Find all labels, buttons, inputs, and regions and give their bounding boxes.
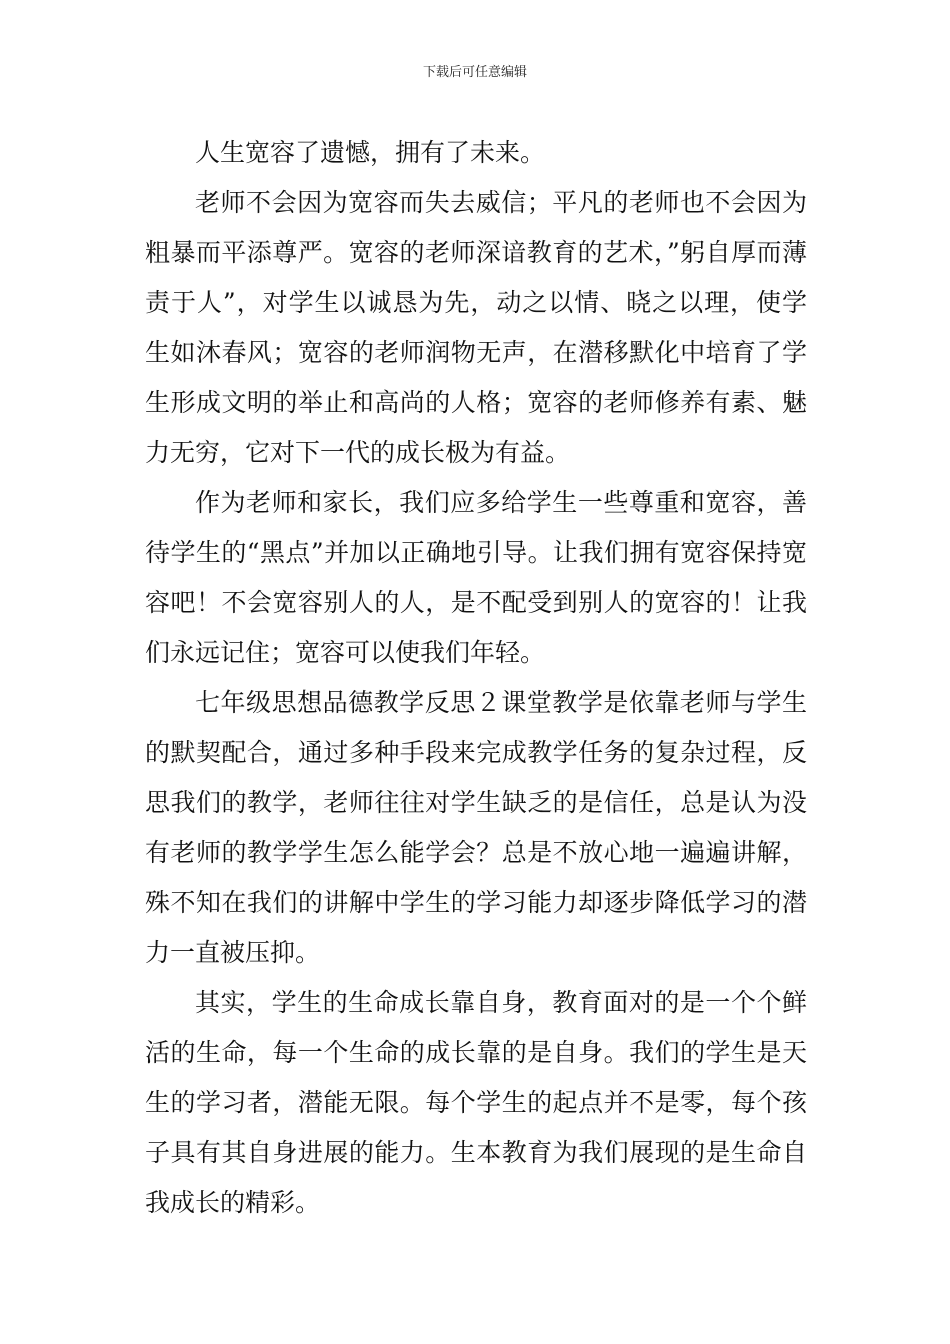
document-body bbox=[145, 128, 807, 1228]
paragraph-4: 七年级思想品德教学反思２课堂教学是依靠老师与学生的默契配合，通过多种手段来完成教学任务的复杂过程，反思我们的教学，老师往往对学生缺乏的是信任，总是认为没有老师的教学学生怎么能学会？总是不放心地一遍遍讲解，殊不知在我们的讲解中学生的学习能力却逐步降低学习的潜力一直被压抑。 bbox=[145, 688, 807, 967]
page-header-note: 下载后可任意编辑 bbox=[422, 65, 527, 80]
paragraph-5: 其实，学生的生命成长靠自身，教育面对的是一个个鲜活的生命，每一个生命的成长靠的是自身。我们的学生是天生的学习者，潜能无限。每个学生的起点并不是零，每个孩子具有其自身进展的能力。生本教育为我们展现的是生命自我成长的精彩。 bbox=[145, 988, 807, 1217]
paragraph-1: 人生宽容了遗憾，拥有了未来。 bbox=[195, 138, 546, 167]
paragraph-3: 作为老师和家长，我们应多给学生一些尊重和宽容，善待学生的“黑点”并加以正确地引导。让我们拥有宽容保持宽容吧！不会宽容别人的人，是不配受到别人的宽容的！让我们永远记住；宽容可以使我们年轻。 bbox=[145, 488, 807, 667]
paragraph-2: 老师不会因为宽容而失去威信；平凡的老师也不会因为粗暴而平添尊严。宽容的老师深谙教育的艺术，”躬自厚而薄责于人”，对学生以诚恳为先，动之以情、晓之以理，使学生如沐春风；宽容的老师润物无声，在潜移默化中培育了学生形成文明的举止和高尚的人格；宽容的老师修养有素、魅力无穷，它对下一代的成长极为有益。 bbox=[145, 188, 807, 467]
